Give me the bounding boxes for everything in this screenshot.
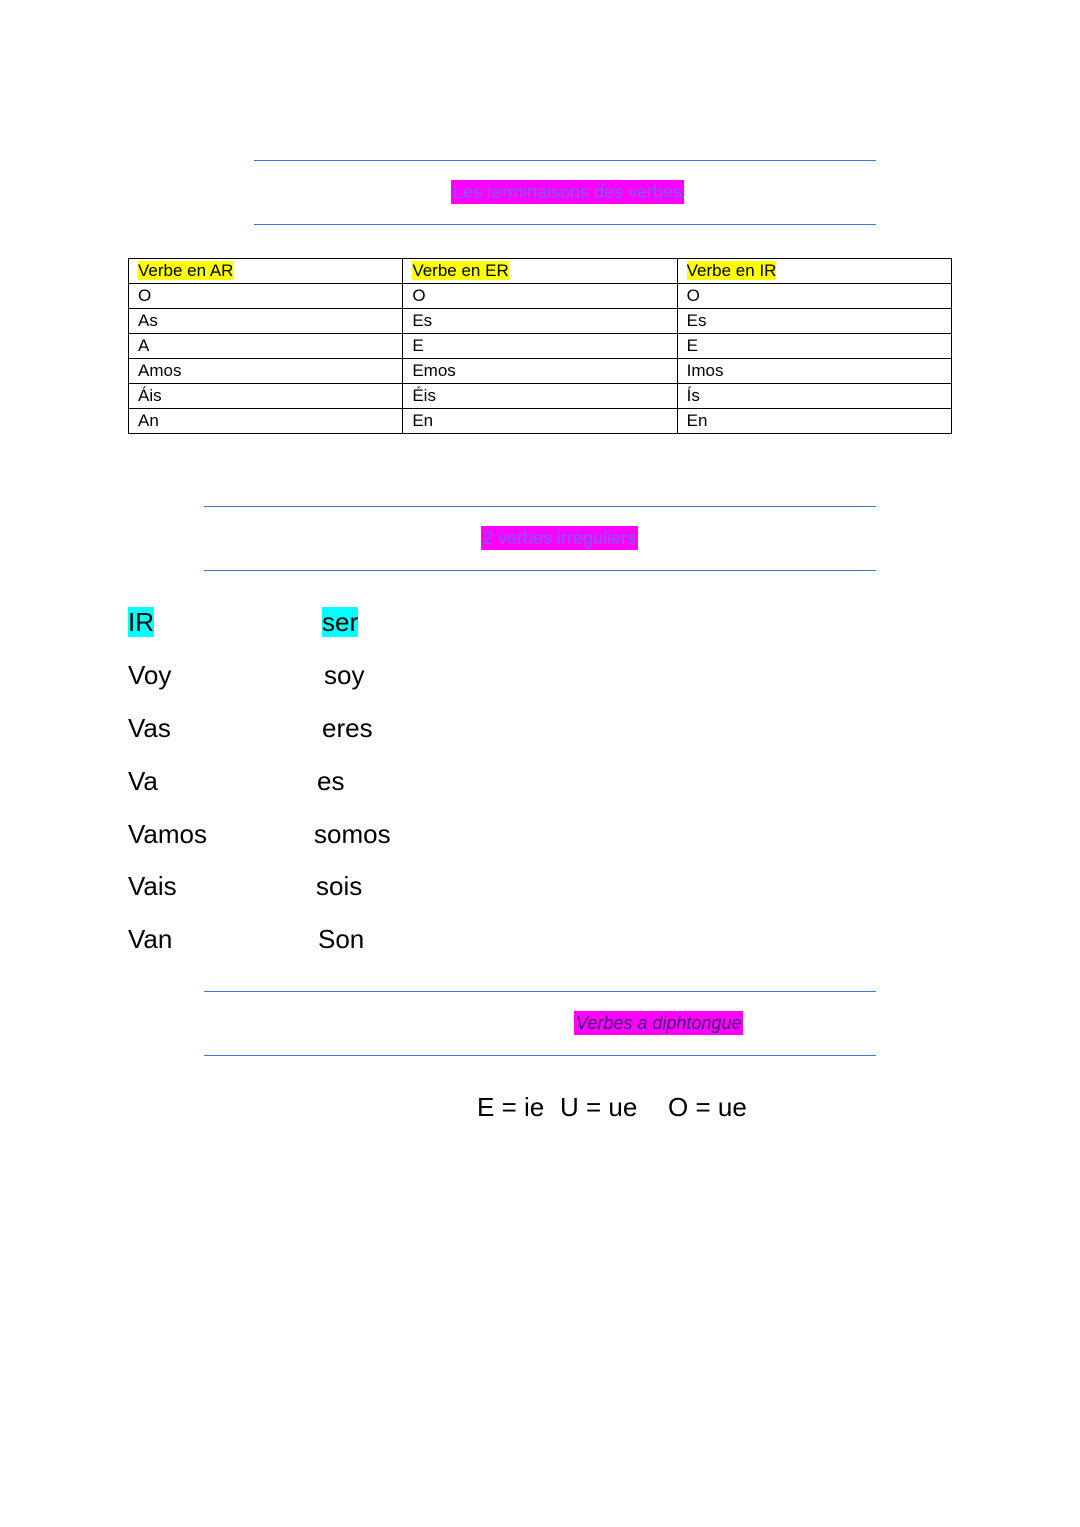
table-cell: E [403, 334, 677, 359]
verb-ser-form: somos [314, 819, 391, 849]
table-cell: Ís [677, 384, 951, 409]
verb-ir-form: Vamos [128, 819, 207, 849]
table-cell: O [129, 284, 403, 309]
table-cell: A [129, 334, 403, 359]
verb-ser-form: soy [324, 660, 365, 690]
verb-ser-form: sois [316, 871, 363, 901]
table-cell: En [677, 409, 951, 434]
table-cell: Éis [403, 384, 677, 409]
table-cell: As [129, 309, 403, 334]
verb-ir-form: Van [128, 924, 173, 954]
verb-ir-title: IR [128, 607, 154, 637]
table-cell: En [403, 409, 677, 434]
table-cell: Áis [129, 384, 403, 409]
section-divider-bottom [254, 224, 876, 225]
section-divider-top [204, 506, 876, 507]
verb-ser-form: Son [318, 924, 365, 954]
verb-ser-form: es [317, 766, 345, 796]
diphthong-rule-o: O = ue [668, 1092, 747, 1122]
diphthong-rule-e: E = ie [477, 1092, 545, 1122]
table-row [129, 334, 952, 359]
table-row [129, 309, 952, 334]
table-row [129, 409, 952, 434]
section-heading-terminations: Les terminaisons des verbes [453, 182, 683, 202]
table-header-row [129, 259, 952, 284]
table-header-cell: Verbe en AR [129, 259, 403, 284]
table-row [129, 384, 952, 409]
table-cell: O [403, 284, 677, 309]
table-cell: O [677, 284, 951, 309]
verb-ser-title: ser [322, 607, 359, 637]
verb-ir-form: Vais [128, 871, 177, 901]
table-cell: Amos [129, 359, 403, 384]
verb-ir-form: Voy [128, 660, 172, 690]
table-cell: An [129, 409, 403, 434]
diphthong-rule-u: U = ue [560, 1092, 638, 1122]
table-cell: Imos [677, 359, 951, 384]
table-cell: Es [403, 309, 677, 334]
table-row [129, 284, 952, 309]
section-divider-bottom [204, 570, 876, 571]
section-heading-diphthong: Verbes a diphtongue [576, 1013, 742, 1033]
table-cell: E [677, 334, 951, 359]
section-divider-bottom [204, 1055, 876, 1056]
section-heading-irregular: 2 verbes irréguliers [483, 528, 637, 548]
section-divider-top [254, 160, 876, 161]
table-row [129, 359, 952, 384]
table-cell: Es [677, 309, 951, 334]
verb-ir-form: Vas [128, 713, 171, 743]
table-header-cell: Verbe en ER [403, 259, 677, 284]
section-divider-top [204, 991, 876, 992]
table-header-cell: Verbe en IR [677, 259, 951, 284]
verb-ser-form: eres [322, 713, 373, 743]
table-cell: Emos [403, 359, 677, 384]
terminations-table [128, 258, 952, 434]
verb-ir-form: Va [128, 766, 158, 796]
